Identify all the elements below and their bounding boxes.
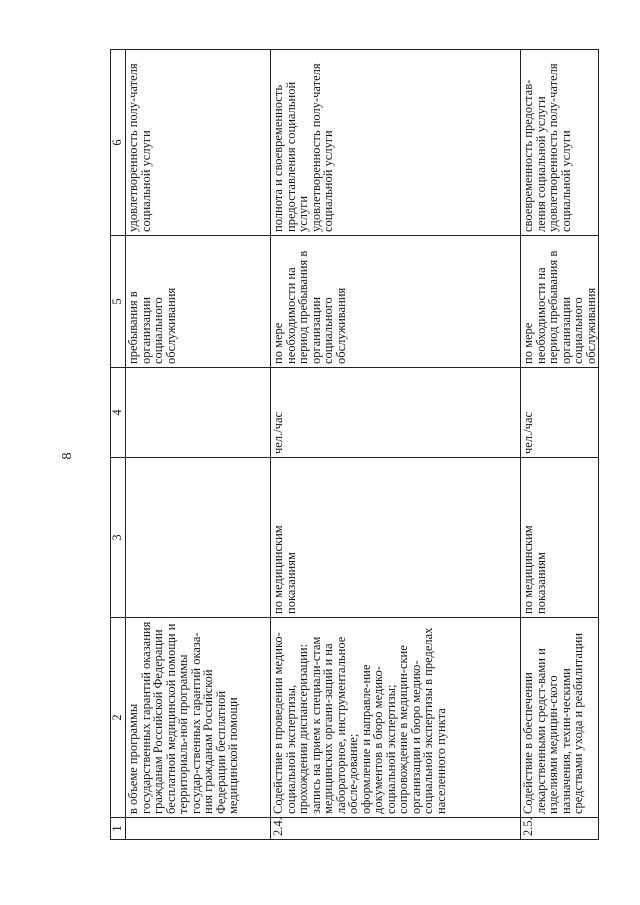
quality-text: удовлетворенность полу-чателя социальной услуги xyxy=(126,63,153,232)
periodicity-cell: по мере необходимости на период пребывания в организации социального обслуживания xyxy=(271,236,521,368)
table-row xyxy=(271,50,521,840)
header-cell: 6 xyxy=(111,50,126,236)
header-row xyxy=(111,50,126,840)
row-number: 2.5. xyxy=(521,818,599,840)
header-cell: 4 xyxy=(111,368,126,458)
table-row xyxy=(521,50,599,840)
table-row xyxy=(126,50,271,840)
service-subitem-text: сопровождение в медицин-ские организации и бюро медико-социальной экспертизы в пределах населенного пункта xyxy=(396,627,448,814)
row-number xyxy=(126,818,271,840)
unit-cell: чел./час xyxy=(271,368,521,458)
quality-text: удовлетворенность полу-чателя социальной услуги xyxy=(308,63,335,232)
service-name-text: в объеме программы государственных гарантий оказания гражданам Российской Федерации бесплатной медицинской помощи и территориаль-ной программы государ-ственных гарантий оказа-ния гражданам Российской Федерации бесплатной медицинской помощи xyxy=(126,621,240,814)
service-name-text: Содействие в обеспечении лекарственными средст-вами и изделиями медицин-ского назначения, техни-ческими средствами ухода и реабилитации xyxy=(521,632,585,814)
quality-text: полнота и своевременность предоставления социальной услуги xyxy=(271,81,310,232)
service-subitem-text: запись на прием к специали-стам медицинских органи-заций и на лабораторное, инструментальное обсле-дование; xyxy=(308,636,360,814)
page-number: 8 xyxy=(60,452,75,460)
service-name-text: Содействие в проведении медико-социальной экспертизы, прохождении диспансеризации: xyxy=(271,632,310,814)
quality-cell xyxy=(271,50,521,236)
quality-text: своевременность предостав-ления социальной услуги xyxy=(521,79,548,232)
service-name-cell xyxy=(126,618,271,818)
condition-cell: по медицинским показаниям xyxy=(271,458,521,618)
services-table xyxy=(110,49,599,840)
quality-cell xyxy=(126,50,271,236)
header-cell: 5 xyxy=(111,236,126,368)
service-name-cell xyxy=(271,618,521,818)
header-cell: 2 xyxy=(111,618,126,818)
unit-cell: чел./час xyxy=(521,368,599,458)
header-cell: 1 xyxy=(111,818,126,840)
header-cell: 3 xyxy=(111,458,126,618)
quality-cell xyxy=(521,50,599,236)
condition-cell: по медицинским показаниям xyxy=(521,458,599,618)
periodicity-cell: по мере необходимости на период пребывания в организации социального обслуживания xyxy=(521,236,599,368)
condition-cell xyxy=(126,458,271,618)
unit-cell xyxy=(126,368,271,458)
service-subitem-text: оформление и направле-ние документов в бюро медико-социальной экспертизы; xyxy=(358,664,398,814)
quality-text: удовлетворенность полу-чателя социальной услуги xyxy=(546,63,573,232)
service-name-cell xyxy=(521,618,599,818)
rotated-table-area xyxy=(110,50,598,840)
periodicity-cell: пребывания в организации социального обслуживания xyxy=(126,236,271,368)
row-number: 2.4. xyxy=(271,818,521,840)
